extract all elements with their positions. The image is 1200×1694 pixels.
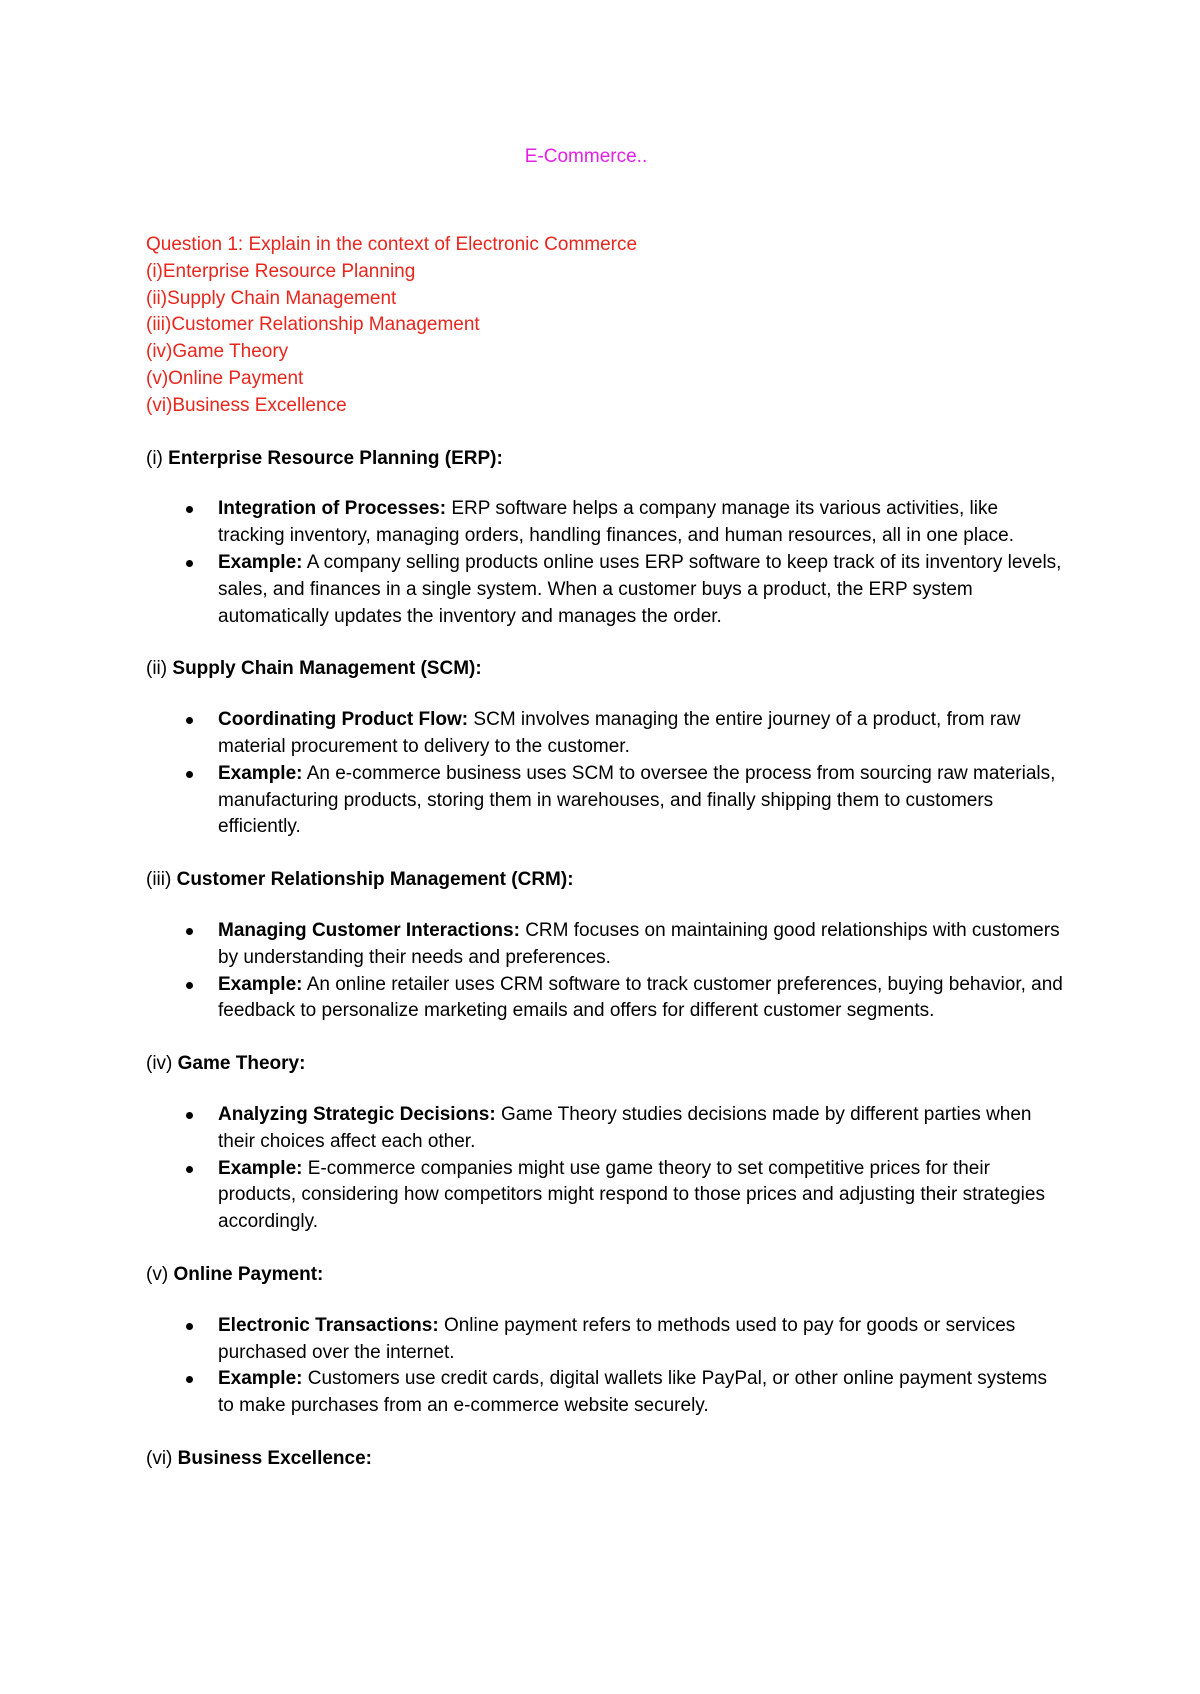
question-item: (ii)Supply Chain Management [146,287,397,309]
list-item [146,496,1066,550]
section-scm [146,656,1066,841]
point-label: Coordinating Product Flow: [218,709,469,731]
point-text: E-commerce companies might use game theory to set competitive prices for their products, considering how competitors might respond to those prices and adjusting their strategies accordingly. [218,1157,1045,1233]
question-item: (v)Online Payment [146,367,304,389]
bullet-icon [186,1112,193,1119]
list-item [146,1366,1066,1420]
document-body [146,232,1066,1497]
bullet-icon [186,982,193,989]
bullet-list [146,496,1066,630]
point-label: Managing Customer Interactions: [218,919,520,941]
section-title: Online Payment: [173,1263,324,1285]
point-text: CRM focuses on maintaining good relationships with customers by understanding their needs and preferences. [218,919,1060,968]
point-text: SCM involves managing the entire journey of a product, from raw material procurement to delivery to the customer. [218,709,1021,757]
point-text: Game Theory studies decisions made by different parties when their choices affect each other. [218,1103,1032,1152]
bullet-icon [186,1376,193,1383]
point-text: A company selling products online uses ERP software to keep track of its inventory levels, sales, and finances in a single system. When a customer buys a product, the ERP system automatically updates the inventory and manages the order. [218,551,1062,627]
section-erp [146,446,1066,631]
bullet-icon [186,1166,193,1173]
bullet-icon [186,1323,193,1330]
bullet-icon [186,506,193,513]
section-heading [146,1262,1066,1289]
section-number: (iv) [146,1053,178,1075]
list-item [146,707,1066,761]
section-number: (ii) [146,658,173,680]
section-number: (iii) [146,869,177,891]
question-item: (vi)Business Excellence [146,394,347,416]
bullet-icon [186,928,193,935]
section-title: Supply Chain Management (SCM): [172,658,482,680]
point-text: Online payment refers to methods used to pay for goods or services purchased over the internet. [218,1314,1016,1363]
point-text: Customers use credit cards, digital wallets like PayPal, or other online payment systems to make purchases from an e-commerce website securely. [218,1368,1047,1417]
bullet-list [146,1313,1066,1420]
section-number: (vi) [146,1447,178,1469]
question-item: (iv)Game Theory [146,341,289,363]
point-label: Integration of Processes: [218,498,447,520]
section-heading [146,1051,1066,1078]
document-title: E-Commerce.. [524,146,648,167]
section-title: Enterprise Resource Planning (ERP): [168,447,503,469]
section-heading [146,1446,1066,1473]
list-item [146,550,1066,630]
list-item [146,761,1066,841]
list-item [146,1102,1066,1156]
point-text: An online retailer uses CRM software to track customer preferences, buying behavior, and feedback to personalize marketing emails and offers for different customer segments. [218,973,1063,1022]
section-title: Game Theory: [177,1053,306,1075]
question-item: (iii)Customer Relationship Management [146,314,480,336]
section-heading [146,867,1066,894]
list-item [146,1156,1066,1236]
question-item: (i)Enterprise Resource Planning [146,260,416,282]
point-label: Example: [218,762,303,784]
section-title: Customer Relationship Management (CRM): [176,869,574,891]
list-item [146,1313,1066,1367]
question-block [146,232,1066,420]
point-label: Electronic Transactions: [218,1314,439,1336]
question-prompt: Question 1: Explain in the context of Electronic Commerce [146,234,638,255]
bullet-list [146,707,1066,841]
point-label: Analyzing Strategic Decisions: [218,1103,496,1125]
bullet-list [146,918,1066,1025]
bullet-icon [186,560,193,567]
section-number: (i) [146,447,169,469]
section-crm [146,867,1066,1025]
bullet-icon [186,771,193,778]
list-item [146,972,1066,1026]
section-heading [146,656,1066,683]
section-number: (v) [146,1263,174,1285]
point-label: Example: [218,1157,303,1179]
section-online-payment [146,1262,1066,1420]
point-text: ERP software helps a company manage its various activities, like tracking inventory, managing orders, handling finances, and human resources, all in one place. [218,498,1015,547]
point-text: An e-commerce business uses SCM to oversee the process from sourcing raw materials, manufacturing products, storing them in warehouses, and finally shipping them to customers efficiently. [218,762,1056,838]
bullet-icon [186,717,193,724]
point-label: Example: [218,1368,303,1390]
bullet-list [146,1102,1066,1236]
section-business-excellence [146,1446,1066,1473]
point-label: Example: [218,551,303,573]
section-game-theory [146,1051,1066,1236]
point-label: Example: [218,973,303,995]
list-item [146,918,1066,972]
section-heading [146,446,1066,473]
section-title: Business Excellence: [177,1447,372,1469]
